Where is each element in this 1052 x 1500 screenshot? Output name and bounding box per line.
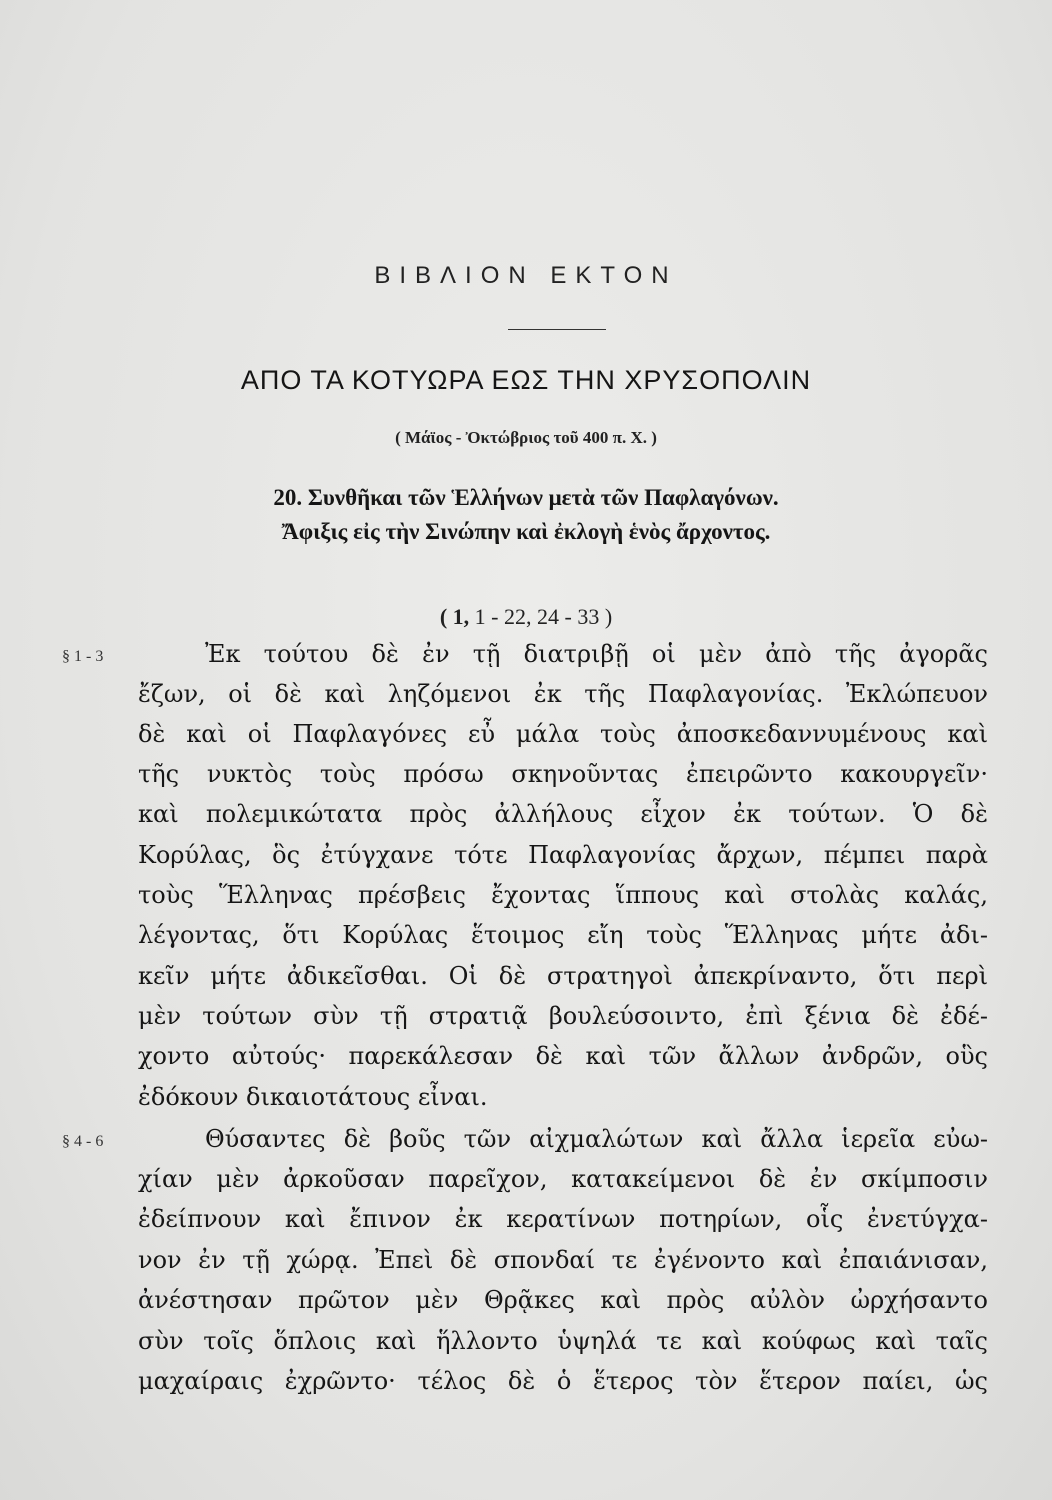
text-line: νον ἐν τῇ χώρᾳ. Ἐπεὶ δὲ σπονδαί τε ἐγένοντο καὶ ἐπαιάνισαν, [138, 1246, 988, 1274]
text-line: Κορύλας, ὃς ἐτύγχανε τότε Παφλαγονίας ἄρχων, πέμπει παρὰ [138, 841, 988, 869]
reference-range: 1 - 22, 24 - 33 ) [469, 604, 613, 629]
margin-note-1: § 1 - 3 [62, 648, 104, 665]
text-line: ἐδείπνουν καὶ ἔπινον ἐκ κερατίνων ποτηρίων, οἷς ἐνετύγχα- [138, 1205, 988, 1233]
text-line: καὶ πολεμικώτατα πρὸς ἀλλήλους εἶχον ἐκ τούτων. Ὁ δὲ [138, 800, 988, 828]
text-line: Ἐκ τούτου δὲ ἐν τῇ διατριβῇ οἱ μὲν ἀπὸ τῆς ἀγορᾶς [205, 640, 988, 668]
text-line: δὲ καὶ οἱ Παφλαγόνες εὖ μάλα τοὺς ἀποσκεδαννυμένους καὶ [138, 720, 988, 748]
date-line: ( Μάϊος - Ὀκτώβριος τοῦ 400 π. Χ. ) [395, 428, 657, 447]
title-divider [508, 329, 606, 330]
text-line: χοντο αὐτούς· παρεκάλεσαν δὲ καὶ τῶν ἄλλων ἀνδρῶν, οὓς [138, 1042, 988, 1070]
text-line: τοὺς Ἕλληνας πρέσβεις ἔχοντας ἵππους καὶ στολὰς καλάς, [138, 881, 988, 909]
text-line: Θύσαντες δὲ βοῦς τῶν αἰχμαλώτων καὶ ἄλλα ἱερεῖα εὐω- [205, 1125, 988, 1153]
text-line: σὺν τοῖς ὅπλοις καὶ ἥλλοντο ὑψηλά τε καὶ κούφως καὶ ταῖς [138, 1327, 988, 1355]
text-line: κεῖν μήτε ἀδικεῖσθαι. Οἱ δὲ στρατηγοὶ ἀπεκρίναντο, ὅτι περὶ [138, 962, 988, 990]
book-title: ΒΙΒΛΙΟΝ ΕΚΤΟΝ [374, 262, 678, 289]
section-title-line-2: Ἄφιξις εἰς τὴν Σινώπην καὶ ἐκλογὴ ἑνὸς ἄρχοντος. [281, 519, 771, 544]
text-line: λέγοντας, ὅτι Κορύλας ἕτοιμος εἴη τοὺς Ἕλληνας μήτε ἀδι- [138, 921, 988, 949]
margin-note-2: § 4 - 6 [62, 1133, 104, 1150]
text-line: μαχαίραις ἐχρῶντο· τέλος δὲ ὁ ἕτερος τὸν ἕτερον παίει, ὡς [138, 1367, 988, 1395]
chapter-title: ΑΠΟ ΤΑ ΚΟΤΥΩΡΑ ΕΩΣ ΤΗΝ ΧΡΥΣΟΠΟΛΙΝ [240, 365, 812, 395]
section-title-line-1: 20. Συνθῆκαι τῶν Ἑλλήνων μετὰ τῶν Παφλαγόνων. [273, 485, 779, 510]
reference-chapter: ( 1, [439, 604, 470, 629]
passage-reference [0, 604, 1052, 630]
text-line: ἀνέστησαν πρῶτον μὲν Θρᾷκες καὶ πρὸς αὐλὸν ὠρχήσαντο [138, 1286, 988, 1314]
text-line: ἐδόκουν δικαιοτάτους εἶναι. [138, 1083, 488, 1111]
text-line: τῆς νυκτὸς τοὺς πρόσω σκηνοῦντας ἐπειρῶντο κακουργεῖν· [138, 760, 988, 788]
text-line: μὲν τούτων σὺν τῇ στρατιᾷ βουλεύσοιντο, ἐπὶ ξένια δὲ ἐδέ- [138, 1002, 988, 1030]
text-line: ἔζων, οἱ δὲ καὶ ληζόμενοι ἐκ τῆς Παφλαγονίας. Ἐκλώπευον [138, 680, 988, 708]
text-line: χίαν μὲν ἀρκοῦσαν παρεῖχον, κατακείμενοι δὲ ἐν σκίμποσιν [138, 1165, 988, 1193]
